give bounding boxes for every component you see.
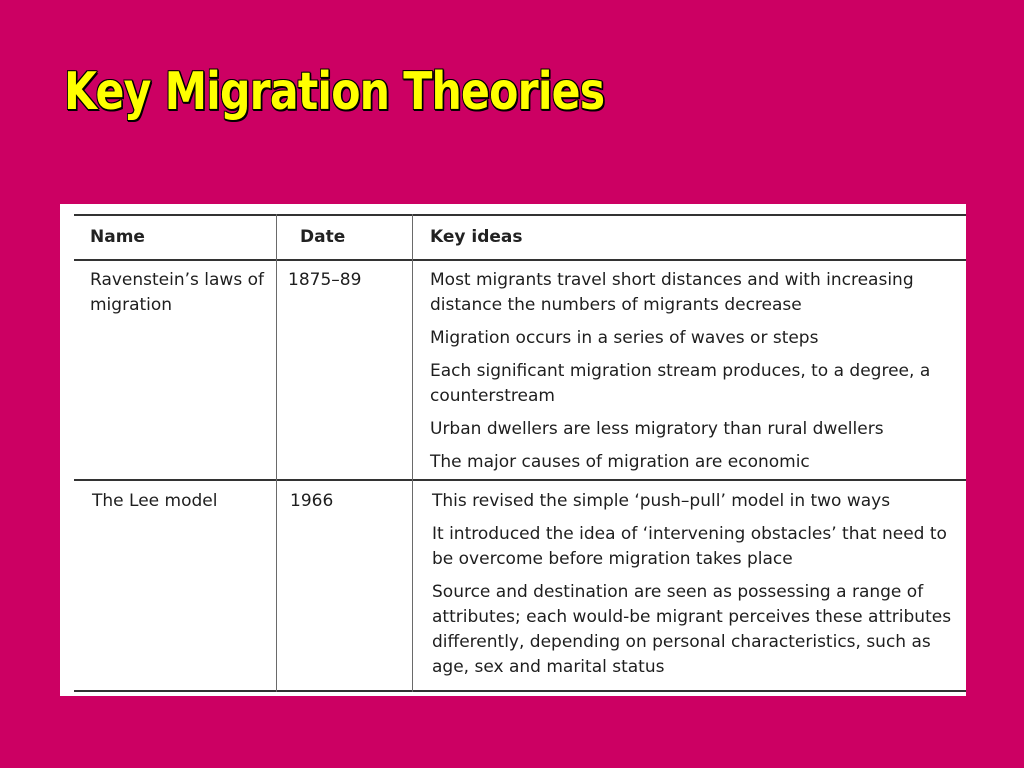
row-1-idea-3: Each significant migration stream produces, to a degree, a counterstream: [430, 361, 931, 406]
row-2-name: The Lee model: [92, 491, 218, 511]
header-bottom-rule: [74, 259, 966, 261]
header-date: Date: [300, 227, 346, 247]
row-2-idea-1: This revised the simple ‘push–pull’ model in two ways: [432, 491, 891, 511]
row-2-idea-3: Source and destination are seen as possessing a range of attributes; each would-be migrant perceives these attributes differently, depending on personal characteristics, such as age, sex and marital status: [432, 582, 952, 677]
header-name: Name: [90, 227, 145, 247]
column-divider-name-date: [276, 214, 277, 692]
table-bottom-rule: [74, 690, 966, 692]
row-1-date: 1875–89: [288, 270, 362, 290]
row-1-idea-2: Migration occurs in a series of waves or steps: [430, 328, 819, 348]
row-1-idea-4: Urban dwellers are less migratory than rural dwellers: [430, 419, 884, 439]
row-2-idea-2: It introduced the idea of ‘intervening obstacles’ that need to be overcome before migration takes place: [432, 524, 947, 569]
header-key-ideas: Key ideas: [430, 227, 523, 247]
migration-theories-table: [60, 204, 966, 696]
row-1-name: Ravenstein’s laws of migration: [90, 270, 264, 315]
slide-title: Key Migration Theories: [64, 62, 605, 122]
column-divider-date-ideas: [412, 214, 413, 692]
row-2-date: 1966: [290, 491, 334, 511]
row-1-idea-1: Most migrants travel short distances and with increasing distance the numbers of migrants decrease: [430, 270, 914, 315]
row-1-key-ideas: [430, 268, 958, 483]
row-2-key-ideas: [432, 489, 960, 688]
row-1-idea-5: The major causes of migration are economic: [430, 452, 810, 472]
header-top-rule: [74, 214, 966, 216]
